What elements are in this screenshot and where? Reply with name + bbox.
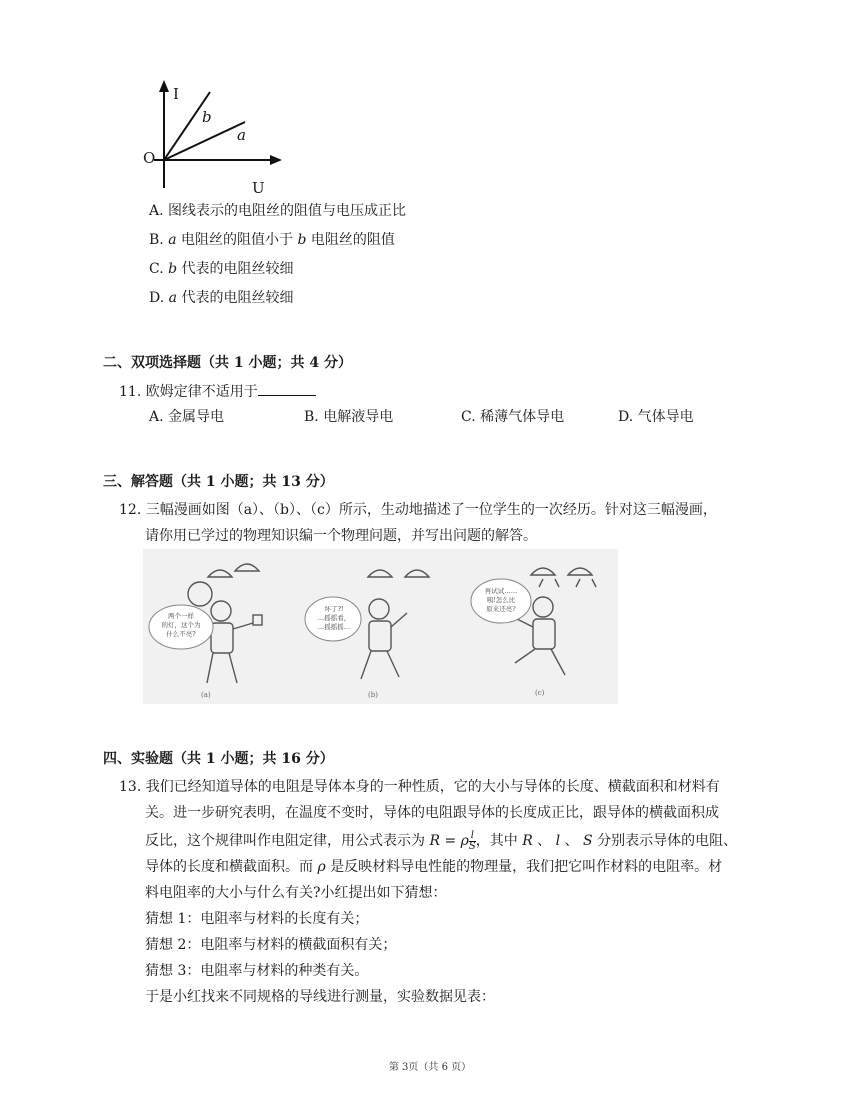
q10-option-d: D. a 代表的电阻丝较细 bbox=[149, 290, 294, 306]
answer-blank bbox=[258, 381, 316, 396]
comic-image bbox=[143, 549, 618, 704]
section3-heading: 三、解答题（共 1 小题；共 13 分） bbox=[103, 474, 334, 490]
q13-guess-3: 猜想 3：电阻率与材料的种类有关。 bbox=[145, 963, 369, 979]
caption-a: (a) bbox=[201, 691, 211, 699]
q11-option-b: B. 电解液导电 bbox=[304, 409, 394, 425]
q10-option-b: B. a 电阻丝的阻值小于 b 电阻丝的阻值 bbox=[149, 232, 395, 248]
q13-line-5: 料电阻率的大小与什么有关?小红提出如下猜想： bbox=[145, 885, 447, 901]
q11-option-c: C. 稀薄气体导电 bbox=[461, 409, 565, 425]
q13-line-last: 于是小红找来不同规格的导线进行测量，实验数据见表： bbox=[145, 989, 495, 1005]
axis-label-i: I bbox=[173, 85, 179, 103]
bubble-c-text: 再试试…… 咦!怎么比 原来还亮? bbox=[484, 587, 518, 613]
comic-drawing bbox=[143, 549, 618, 704]
bubble-b-text: 坏了?! …摇摇看， …摇摇摇… bbox=[317, 605, 351, 631]
caption-c: (c) bbox=[535, 689, 545, 697]
axis-label-u: U bbox=[252, 179, 265, 197]
origin-label: O bbox=[143, 149, 156, 167]
line-label-b: b bbox=[202, 108, 212, 126]
page-footer: 第 3页（共 6 页） bbox=[388, 1062, 472, 1073]
q13-line-2: 关。进一步研究表明，在温度不变时，导体的电阻跟导体的长度成正比，跟导体的横截面积成 bbox=[145, 805, 719, 821]
q10-option-c: C. b 代表的电阻丝较细 bbox=[149, 261, 294, 277]
bubble-a-text: 两个一样 的灯，这个为 什么不亮? bbox=[161, 612, 201, 638]
iu-graph bbox=[140, 78, 290, 198]
q11-option-a: A. 金属导电 bbox=[149, 409, 225, 425]
section4-heading: 四、实验题（共 1 小题；共 16 分） bbox=[103, 751, 334, 767]
line-label-a: a bbox=[237, 126, 246, 144]
q13-guess-2: 猜想 2：电阻率与材料的横截面积有关； bbox=[145, 937, 397, 953]
q13-line-4: 导体的长度和横截面积。而 ρ 是反映材料导电性能的物理量，我们把它叫作材料的电阻率。材 bbox=[145, 859, 723, 875]
q12-line-1: 12. 三幅漫画如图（a）、（b）、（c）所示，生动地描述了一位学生的一次经历。针对这三幅漫画， bbox=[119, 502, 717, 518]
section2-heading: 二、双项选择题（共 1 小题；共 4 分） bbox=[103, 355, 352, 371]
caption-b: (b) bbox=[368, 691, 378, 699]
q11-question: 11. 欧姆定律不适用于 bbox=[119, 381, 316, 402]
q13-line-1: 13. 我们已经知道导体的电阻是导体本身的一种性质，它的大小与导体的长度、横截面积和材料有 bbox=[119, 779, 720, 795]
q13-guess-1: 猜想 1：电阻率与材料的长度有关； bbox=[145, 911, 369, 927]
q13-line-3: 反比，这个规律叫作电阻定律，用公式表示为 R = ρ $\frac{l}{S}$ ，其中 R 、 l 、 S 分别表示导体的电阻、 bbox=[145, 829, 738, 852]
formula-fraction: $\frac{l}{S}$ bbox=[468, 829, 476, 852]
q10-option-a: A. 图线表示的电阻丝的阻值与电压成正比 bbox=[149, 203, 407, 219]
q12-line-2: 请你用已学过的物理知识编一个物理问题，并写出问题的解答。 bbox=[145, 528, 537, 544]
q11-option-d: D. 气体导电 bbox=[618, 409, 694, 425]
